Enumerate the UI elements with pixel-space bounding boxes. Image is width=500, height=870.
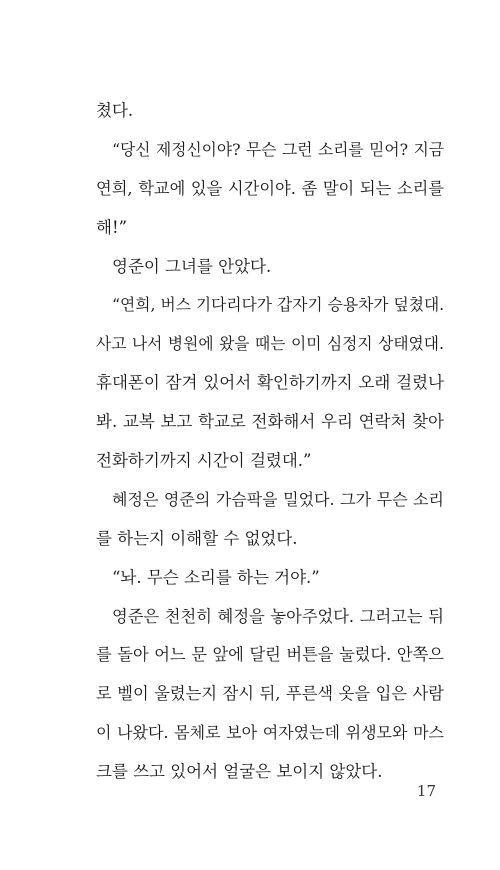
- text-line: 크를 쓰고 있어서 얼굴은 보이지 않았다.: [96, 762, 383, 782]
- text-line: “놔. 무슨 소리를 하는 거야.”: [112, 567, 320, 587]
- text-line: 혜정은 영준의 가슴팍을 밀었다. 그가 무슨 소리: [112, 489, 444, 509]
- text-line: 봐. 교복 보고 학교로 전화해서 우리 연락처 찾아: [96, 412, 444, 432]
- text-line: 쳤다.: [96, 101, 134, 120]
- text-line: 이 나왔다. 몸체로 보아 여자였는데 위생모와 마스: [96, 723, 444, 743]
- body-text: [96, 92, 444, 792]
- text-line: 를 하는지 이해할 수 없었다.: [96, 528, 298, 548]
- text-line: “연희, 버스 기다리다가 갑자기 승용차가 덮쳤대.: [112, 295, 445, 315]
- text-line: 연희, 학교에 있을 시간이야. 좀 말이 되는 소리를: [96, 178, 444, 198]
- text-line: 휴대폰이 잠겨 있어서 확인하기까지 오래 걸렸나: [96, 373, 444, 393]
- text-line: “당신 제정신이야? 무슨 그런 소리를 믿어? 지금: [112, 139, 444, 159]
- text-line: 영준이 그녀를 안았다.: [112, 256, 272, 276]
- text-line: 영준은 천천히 혜정을 놓아주었다. 그러고는 뒤: [112, 606, 444, 626]
- text-line: 사고 나서 병원에 왔을 때는 이미 심정지 상태였대.: [96, 334, 444, 354]
- text-line: 해!”: [96, 217, 128, 237]
- text-line: 전화하기까지 시간이 걸렸대.”: [96, 451, 312, 471]
- text-line: 를 돌아 어느 문 앞에 달린 버튼을 눌렀다. 안쪽으: [96, 645, 444, 665]
- page-number: 17: [416, 782, 436, 800]
- text-line: 로 벨이 울렸는지 잠시 뒤, 푸른색 옷을 입은 사람: [96, 684, 444, 704]
